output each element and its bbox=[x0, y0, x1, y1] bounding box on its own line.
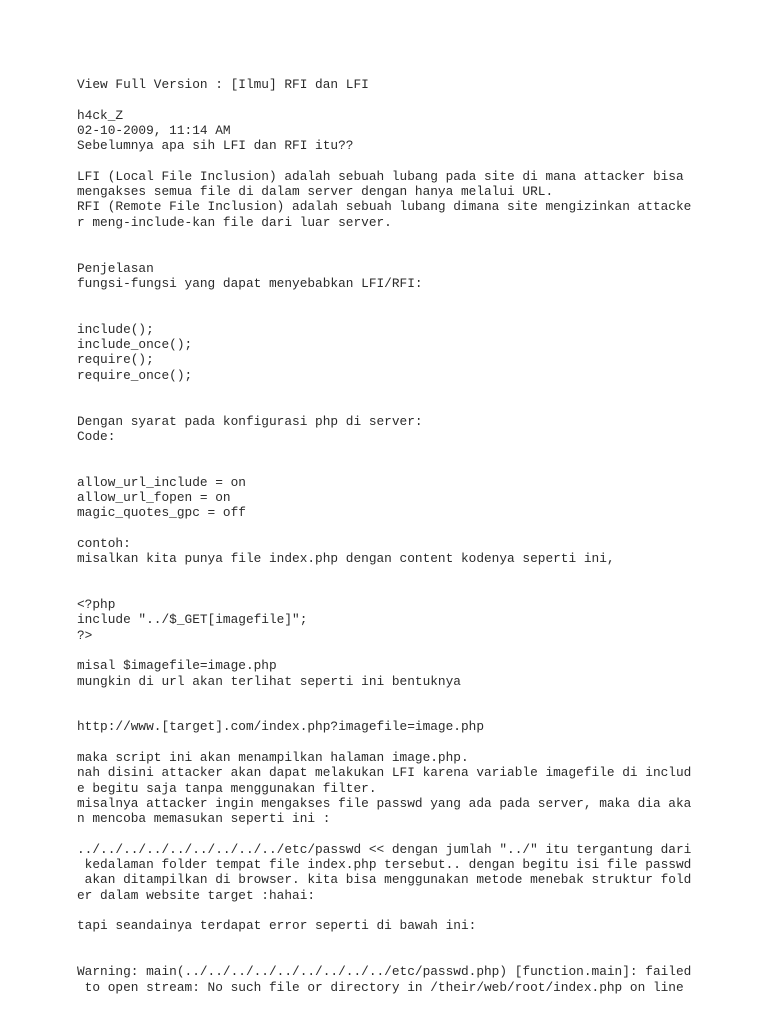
text-line bbox=[77, 903, 757, 918]
text-line: Warning: main(../../../../../../../../../etc/passwd.php) [function.main]: failed bbox=[77, 964, 692, 980]
text-line: h4ck_Z bbox=[77, 107, 124, 123]
text-line: 02-10-2009, 11:14 AM bbox=[77, 122, 231, 138]
text-line: Dengan syarat pada konfigurasi php di server: bbox=[77, 413, 423, 429]
text-line bbox=[77, 934, 757, 949]
document-body bbox=[77, 77, 757, 995]
text-line: Sebelumnya apa sih LFI dan RFI itu?? bbox=[77, 138, 354, 154]
text-line bbox=[77, 521, 757, 536]
text-line: contoh: bbox=[77, 535, 131, 551]
text-line bbox=[77, 245, 757, 260]
text-line: nah disini attacker akan dapat melakukan LFI karena variable imagefile di includ bbox=[77, 765, 692, 781]
text-line: magic_quotes_gpc = off bbox=[77, 505, 246, 521]
text-line bbox=[77, 567, 757, 582]
text-line bbox=[77, 704, 757, 719]
text-line: require_once(); bbox=[77, 367, 193, 383]
text-line: require(); bbox=[77, 352, 154, 368]
text-line: include(); bbox=[77, 321, 154, 337]
text-line: to open stream: No such file or directory in /their/web/root/index.php on line bbox=[77, 979, 684, 995]
text-line: allow_url_fopen = on bbox=[77, 490, 231, 506]
text-line: <?php bbox=[77, 597, 116, 613]
text-line: misalkan kita punya file index.php dengan content kodenya seperti ini, bbox=[77, 551, 615, 567]
text-line: View Full Version : [Ilmu] RFI dan LFI bbox=[77, 77, 369, 92]
text-line bbox=[77, 949, 757, 964]
text-line: r meng-include-kan file dari luar server. bbox=[77, 214, 392, 230]
text-line bbox=[77, 689, 757, 704]
text-line bbox=[77, 643, 757, 658]
text-line bbox=[77, 459, 757, 474]
text-line: mungkin di url akan terlihat seperti ini bentuknya bbox=[77, 673, 461, 689]
text-line: n mencoba memasukan seperti ini : bbox=[77, 811, 331, 827]
text-line: tapi seandainya terdapat error seperti di bawah ini: bbox=[77, 918, 477, 934]
text-line bbox=[77, 444, 757, 459]
text-line: include_once(); bbox=[77, 337, 193, 353]
text-line bbox=[77, 230, 757, 245]
text-line: ../../../../../../../../../etc/passwd << dengan jumlah "../" itu tergantung dari bbox=[77, 841, 692, 857]
text-line: allow_url_include = on bbox=[77, 474, 246, 490]
text-line: Code: bbox=[77, 428, 116, 444]
text-line bbox=[77, 582, 757, 597]
text-line: e begitu saja tanpa menggunakan filter. bbox=[77, 780, 377, 796]
text-line: RFI (Remote File Inclusion) adalah sebuah lubang dimana site mengizinkan attacke bbox=[77, 199, 692, 215]
text-line: LFI (Local File Inclusion) adalah sebuah lubang pada site di mana attacker bisa bbox=[77, 168, 684, 184]
text-line: er dalam website target :hahai: bbox=[77, 887, 316, 903]
text-line: include "../$_GET[imagefile]"; bbox=[77, 612, 308, 628]
text-line bbox=[77, 827, 757, 842]
text-line: misalnya attacker ingin mengakses file passwd yang ada pada server, maka dia aka bbox=[77, 795, 692, 811]
text-line: kedalaman folder tempat file index.php tersebut.. dengan begitu isi file passwd bbox=[77, 857, 692, 873]
text-line: Penjelasan bbox=[77, 260, 154, 276]
text-line bbox=[77, 735, 757, 750]
text-line: misal $imagefile=image.php bbox=[77, 658, 277, 674]
text-line bbox=[77, 153, 757, 168]
text-line: fungsi-fungsi yang dapat menyebabkan LFI/RFI: bbox=[77, 275, 423, 291]
text-line: akan ditampilkan di browser. kita bisa menggunakan metode menebak struktur fold bbox=[77, 872, 692, 888]
text-line: ?> bbox=[77, 627, 93, 643]
text-line: mengakses semua file di dalam server dengan hanya melalui URL. bbox=[77, 184, 554, 200]
text-line bbox=[77, 398, 757, 413]
text-line bbox=[77, 291, 757, 306]
text-line bbox=[77, 306, 757, 321]
text-line bbox=[77, 92, 757, 107]
text-line: maka script ini akan menampilkan halaman image.php. bbox=[77, 750, 469, 766]
text-line bbox=[77, 383, 757, 398]
text-line: http://www.[target].com/index.php?imagefile=image.php bbox=[77, 719, 485, 735]
